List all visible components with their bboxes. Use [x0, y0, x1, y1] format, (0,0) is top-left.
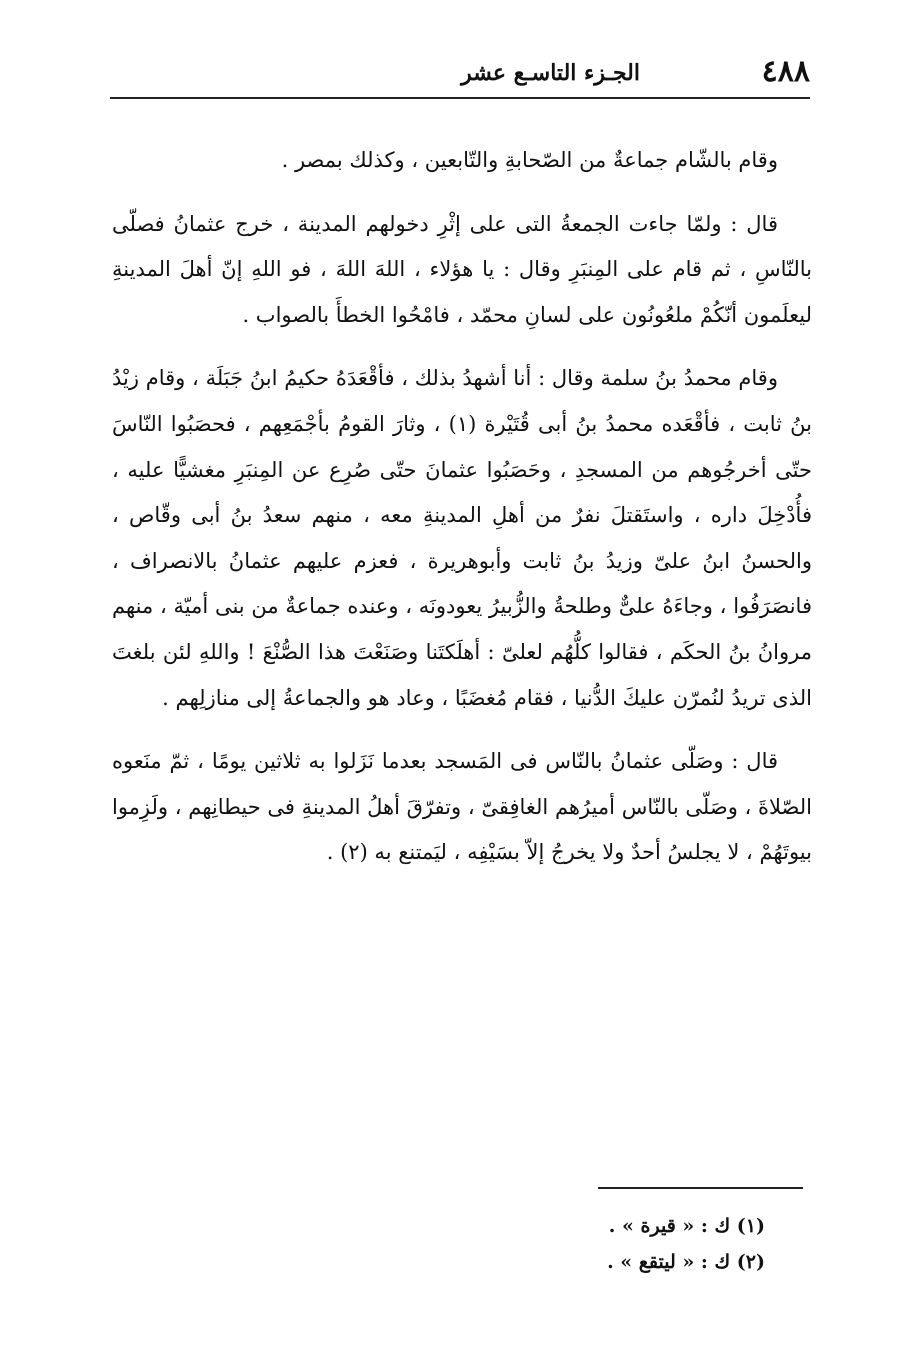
paragraph: وقام محمدُ بنُ سلمة وقال : أنا أشهدُ بذلك ، فأقْعَدَهُ حكيمُ ابنُ جَبَلَة ، وقام زيْدُ بنُ ثابت ، فأقْعَده محمدُ بنُ أبى قُتَيْرة (١) ، وثارَ القومُ بأجْمَعِهم ، فحصَبُوا النّاسَ حتّى أخرجُوهم من المسجدِ ، وحَصَبُوا عثمانَ حتّى صُرِع عن المِنبَرِ مغشيًّا عليه ، فأُدْخِلَ داره ، واستَقتلَ نفرٌ من أهلِ المدينةِ معه ، منهم سعدُ بنُ أبى وقّاص ، والحسنُ ابنُ علىّ وزيدُ بنُ ثابت وأبوهريرة ، فعزم عليهم عثمانُ بالانصراف ، فانصَرَفُوا ، وجاءَهُ علىٌّ وطلحةُ والزُّبيرُ يعودونَه ، وعنده جماعةٌ من بنى أميّة ، منهم مروانُ بنُ الحكَم ، فقالوا كلُّهُم لعلىّ : أهلَكتَنا وصَنَعْتَ هذا الصُّنْعَ ! واللهِ لئن بلغتَ الذى تريدُ لنُمرّن عليكَ الدُّنيا ، فقام مُغضَبًا ، وعاد هو والجماعةُ إلى منازلِهم .	[112, 366, 813, 710]
paragraph: قال : ولمّا جاءت الجمعةُ التى على إثْرِ دخولهم المدينة ، خرج عثمانُ فصلّى بالنّاسِ ، ثم قام على المِنبَرِ وقال : يا هؤلاء ، اللهَ اللهَ ، فو اللهِ إنّ أهلَ المدينةِ ليعلَمون أنّكُمْ ملعُونُون على لسانِ محمّد ، فامْحُوا الخطأَ بالصواب .	[112, 211, 812, 327]
footnote: (٢) ك : « ليتقع » .	[607, 1251, 765, 1273]
footnotes	[365, 1208, 765, 1280]
footnote-rule	[598, 1187, 803, 1189]
running-title: الجـزء التاسـع عشر	[461, 60, 640, 86]
paragraph: قال : وصَلّى عثمانُ بالنّاس فى المَسجد بعدما نَزَلوا به ثلاثين يومًا ، ثمّ منَعوه الصّلاةَ ، وصَلّى بالنّاس أميرُهم الغافِقىّ ، وتفرّقَ أهلُ المدينةِ فى حيطانِهم ، ولَزِموا بيوتَهُمْ ، لا يجلسُ أحدٌ ولا يخرجُ إلاّ بسَيْفِه ، ليَمتنع به (٢) .	[112, 749, 812, 865]
main-text	[112, 138, 812, 876]
header-rule	[110, 97, 810, 99]
footnote: (١) ك : « قيرة » .	[608, 1215, 765, 1237]
page-header	[110, 50, 810, 100]
paragraph: وقام بالشّام جماعةٌ من الصّحابةِ والتّابعين ، وكذلك بمصر .	[281, 148, 778, 172]
page-number: ٤٨٨	[761, 54, 810, 89]
